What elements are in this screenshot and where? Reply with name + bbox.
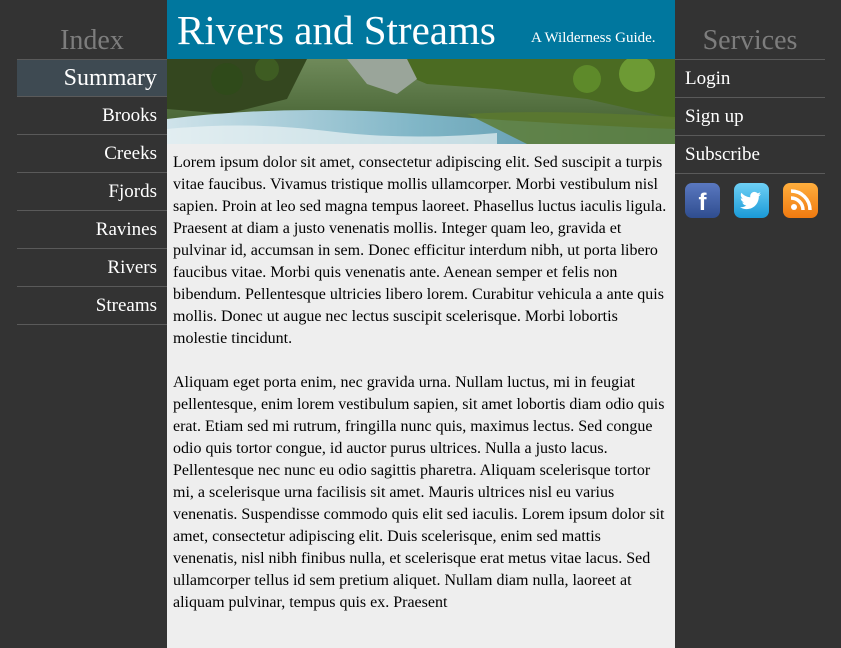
index-nav (17, 59, 167, 325)
site-title: Rivers and Streams (177, 7, 496, 53)
river-banner-image (167, 59, 675, 144)
signup-link[interactable]: Sign up (675, 98, 825, 136)
login-link[interactable]: Login (675, 60, 825, 98)
nav-item-brooks[interactable]: Brooks (17, 97, 167, 135)
nav-item-summary[interactable]: Summary (17, 59, 167, 97)
social-links (675, 174, 825, 218)
facebook-icon[interactable] (685, 183, 720, 218)
nav-item-rivers[interactable]: Rivers (17, 249, 167, 287)
site-header (167, 0, 675, 59)
services-heading: Services (702, 25, 798, 56)
svg-text:f: f (698, 189, 707, 216)
main-content (167, 0, 675, 648)
rss-icon[interactable] (783, 183, 818, 218)
article-body (167, 144, 675, 614)
services-nav (675, 59, 825, 174)
paragraph-1: Lorem ipsum dolor sit amet, consectetur adipiscing elit. Sed suscipit a turpis vitae faucibus. Vivamus tristique mollis ullamcorper. Morbi vestibulum nisl sapien. Proin at leo sed magna tempus laoreet. Phasellus luctus iaculis ligula. Praesent at diam a justo venenatis mollis. Integer quam leo, gravida et pulvinar id, accumsan in sem. Donec efficitur interdum nibh, ut porta libero faucibus vitae. Morbi quis venenatis ante. Aenean semper et felis non bibendum. Pellentesque ultricies libero lorem. Curabitur vehicula a ante quis mollis. Donec ut augue nec lectus suscipit scelerisque. Morbi lobortis molestie tincidunt. (173, 154, 667, 347)
nav-item-ravines[interactable]: Ravines (17, 211, 167, 249)
nav-item-creeks[interactable]: Creeks (17, 135, 167, 173)
subscribe-link[interactable]: Subscribe (675, 136, 825, 174)
right-sidebar (675, 0, 825, 218)
nav-item-streams[interactable]: Streams (17, 287, 167, 325)
paragraph-2: Aliquam eget porta enim, nec gravida urna. Nullam luctus, mi in feugiat pellentesque, enim lorem vestibulum sapien, sit amet lobortis diam odio quis erat. Etiam sed mi rutrum, fringilla nunc quis, maximus lectus. Sed congue odio quis tortor congue, id auctor purus ultrices. Nulla a justo lacus. Pellentesque nec nunc eu odio sagittis pharetra. Aliquam scelerisque tortor mi, a scelerisque urna facilisis sit amet. Mauris ultrices nisl eu varius venenatis. Suspendisse commodo quis elit sed iaculis. Lorem ipsum dolor sit amet, consectetur adipiscing elit. Duis scelerisque, enim sed mattis venenatis, nisl nibh finibus nulla, et scelerisque erat metus vitae lacus. Sed ullamcorper tellus id sem pretium aliquet. Nullam diam nulla, laoreet at aliquam pulvinar, tempus quis ex. Praesent (173, 374, 665, 611)
left-sidebar (17, 0, 167, 325)
index-heading: Index (60, 25, 124, 56)
twitter-icon[interactable] (734, 183, 769, 218)
nav-item-fjords[interactable]: Fjords (17, 173, 167, 211)
site-tagline: A Wilderness Guide. (531, 30, 656, 46)
